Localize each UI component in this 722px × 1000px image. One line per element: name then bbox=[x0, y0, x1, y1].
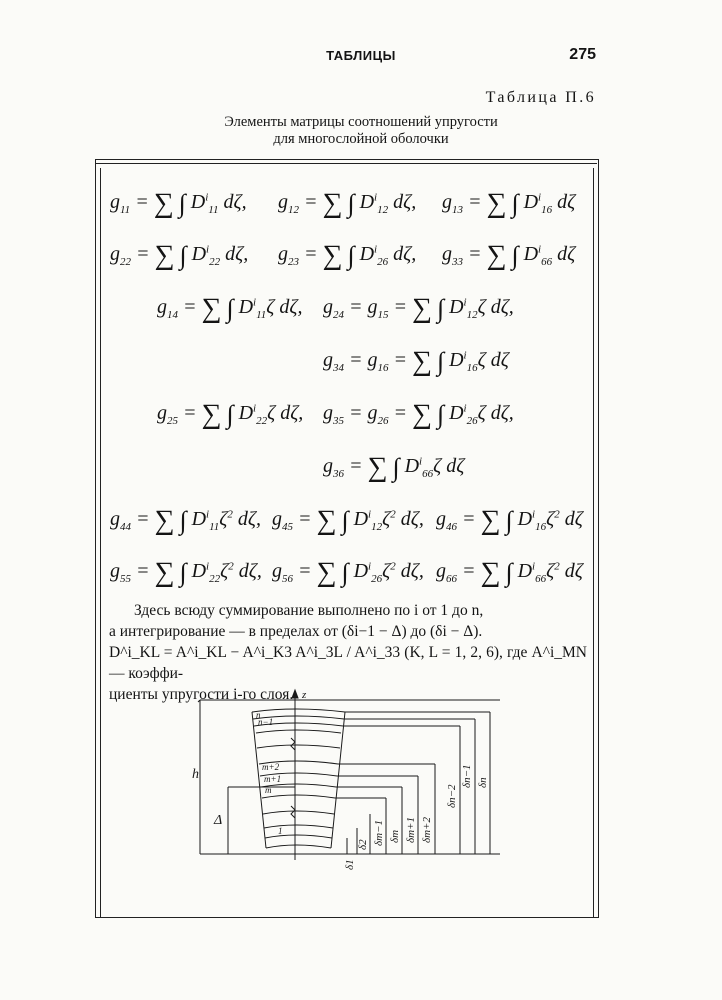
diagram-layer-m-2: m+2 bbox=[262, 762, 280, 772]
formula-g22: $g_{22}$ = ∑ ∫ $D^i_{22}$ dζ, bbox=[110, 240, 249, 271]
diagram-layer-n: n bbox=[256, 710, 261, 720]
note-line-2: а интегрирование — в пределах от (δi−1 − Δ) до (δi − Δ). bbox=[109, 623, 483, 640]
formula-g13: $g_{13}$ = ∑ ∫ $D^i_{16}$ dζ bbox=[442, 188, 576, 219]
note-line-3: D^i_KL = A^i_KL − A^i_K3 A^i_3L / A^i_33 (K, L = 1, 2, 6), где A^i_MN — коэффи- bbox=[109, 644, 587, 682]
diagram-layer-m: m bbox=[265, 785, 272, 795]
formula-g25: $g_{25}$ = ∑ ∫ $D^i_{22}\zeta$ dζ, bbox=[157, 399, 304, 430]
formula-g23: $g_{23}$ = ∑ ∫ $D^i_{26}$ dζ, bbox=[278, 240, 417, 271]
formula-g56: $g_{56}$ = ∑ ∫ $D^i_{26}\zeta^2$ dζ, bbox=[272, 557, 424, 588]
diagram-delta-m: δm bbox=[389, 829, 401, 843]
formula-g11: $g_{11}$ = ∑ ∫ $D^i_{11}$ dζ, bbox=[110, 188, 247, 219]
diagram-delta-m-minus-1: δm−1 bbox=[373, 820, 385, 846]
note-line-1: Здесь всюду суммирование выполнено по i от 1 до n, bbox=[134, 602, 484, 619]
table-caption bbox=[0, 114, 722, 148]
diagram-delta-m-1: δm+1 bbox=[405, 817, 417, 843]
diagram-label-h: h bbox=[192, 767, 199, 782]
formula-g45: $g_{45}$ = ∑ ∫ $D^i_{12}\zeta^2$ dζ, bbox=[272, 505, 424, 536]
diagram-layer-n-1: n−1 bbox=[258, 717, 274, 727]
note-line-4: циенты упругости i-го слоя. bbox=[109, 686, 294, 703]
page-number: 275 bbox=[569, 46, 596, 63]
formula-g66: $g_{66}$ = ∑ ∫ $D^i_{66}\zeta^2$ dζ bbox=[436, 557, 583, 588]
frame-inner-left-rule bbox=[100, 168, 101, 917]
caption-line-1: Элементы матрицы соотношений упругости bbox=[224, 114, 498, 130]
formula-g12: $g_{12}$ = ∑ ∫ $D^i_{12}$ dζ, bbox=[278, 188, 417, 219]
diagram-delta-n-2: δn−2 bbox=[446, 784, 458, 808]
diagram-label-z: z bbox=[302, 689, 307, 701]
formula-g36: $g_{36}$ = ∑ ∫ $D^i_{66}\zeta$ dζ bbox=[323, 452, 465, 483]
formula-g55: $g_{55}$ = ∑ ∫ $D^i_{22}\zeta^2$ dζ, bbox=[110, 557, 262, 588]
layered-shell-diagram bbox=[190, 688, 530, 888]
diagram-label-delta: Δ bbox=[214, 813, 223, 828]
formula-g14: $g_{14}$ = ∑ ∫ $D^i_{11}\zeta$ dζ, bbox=[157, 293, 303, 324]
diagram-delta-2: δ2 bbox=[357, 839, 369, 850]
diagram-layer-m-1: m+1 bbox=[264, 774, 282, 784]
diagram-delta-m-2: δm+2 bbox=[421, 817, 433, 843]
formula-g33: $g_{33}$ = ∑ ∫ $D^i_{66}$ dζ bbox=[442, 240, 576, 271]
diagram-delta-n: δn bbox=[477, 777, 489, 788]
formula-g44: $g_{44}$ = ∑ ∫ $D^i_{11}\zeta^2$ dζ, bbox=[110, 505, 262, 536]
diagram-layer-1: 1 bbox=[278, 826, 283, 836]
table-label: Таблица П.6 bbox=[485, 89, 596, 106]
formula-g34-g16: $g_{34} = g_{16}$ = ∑ ∫ $D^i_{16}\zeta$ dζ bbox=[323, 346, 509, 377]
frame-inner-right-rule bbox=[593, 168, 594, 917]
running-header-title: ТАБЛИЦЫ bbox=[326, 48, 396, 63]
caption-line-2: для многослойной оболочки bbox=[273, 131, 449, 147]
diagram-delta-n-1: δn−1 bbox=[461, 764, 473, 788]
formula-g46: $g_{46}$ = ∑ ∫ $D^i_{16}\zeta^2$ dζ bbox=[436, 505, 583, 536]
diagram-delta-1: δ1 bbox=[344, 859, 356, 870]
formula-g24-g15: $g_{24} = g_{15}$ = ∑ ∫ $D^i_{12}\zeta$ dζ, bbox=[323, 293, 514, 324]
formula-g35-g26: $g_{35} = g_{26}$ = ∑ ∫ $D^i_{26}\zeta$ dζ, bbox=[323, 399, 514, 430]
